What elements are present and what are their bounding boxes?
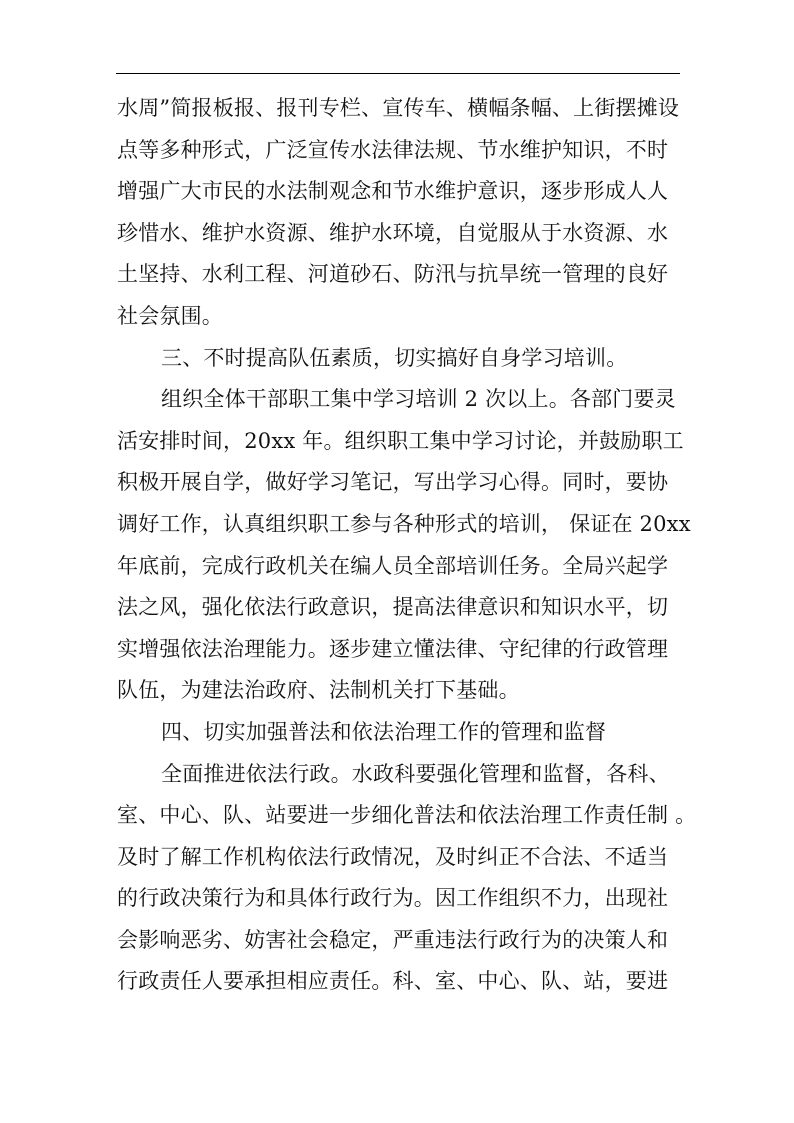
header-rule xyxy=(116,73,680,74)
section-heading: 四、切实加强普法和依法治理工作的管理和监督 xyxy=(161,719,607,744)
text-line: 增强广大市民的水法制观念和节水维护意识，逐步形成人人 xyxy=(117,179,669,204)
text-line: 活安排时间，20xx 年。组织职工集中学习讨论，并鼓励职工 xyxy=(117,428,684,453)
text-line: 室、中心、队、站要进一步细化普法和依法治理工作责任制 。 xyxy=(117,803,697,828)
text-line: 会影响恶劣、妨害社会稳定，严重违法行政行为的决策人和 xyxy=(117,927,669,952)
text-line: 土坚持、水利工程、河道砂石、防汛与抗旱统一管理的良好 xyxy=(117,262,669,287)
text-line: 年底前，完成行政机关在编人员全部培训任务。全局兴起学 xyxy=(117,553,669,578)
section-heading: 三、不时提高队伍素质，切实搞好自身学习培训。 xyxy=(161,345,628,370)
text-line: 及时了解工作机构依法行政情况，及时纠正不合法、不适当 xyxy=(117,844,669,869)
text-line: 队伍，为建法治政府、法制机关打下基础。 xyxy=(117,678,520,703)
text-line: 组织全体干部职工集中学习培训 2 次以上。各部门要灵 xyxy=(161,387,676,412)
body-text xyxy=(117,88,697,1003)
text-line: 实增强依法治理能力。逐步建立懂法律、守纪律的行政管理 xyxy=(117,636,669,661)
text-line: 社会氛围。 xyxy=(117,303,223,328)
text-line: 全面推进依法行政。水政科要强化管理和监督，各科、 xyxy=(161,761,670,786)
text-line: 积极开展自学，做好学习笔记，写出学习心得。同时，要协 xyxy=(117,470,669,495)
text-line: 行政责任人要承担相应责任。科、室、中心、队、站，要进 xyxy=(117,969,669,994)
text-line: 法之风，强化依法行政意识，提高法律意识和知识水平，切 xyxy=(117,595,669,620)
text-line: 点等多种形式，广泛宣传水法律法规、节水维护知识，不时 xyxy=(117,137,669,162)
text-line: 水周”简报板报、报刊专栏、宣传车、横幅条幅、上街摆摊设 xyxy=(117,96,680,120)
text-line: 的行政决策行为和具体行政行为。因工作组织不力，出现社 xyxy=(117,886,669,911)
text-line: 珍惜水、维护水资源、维护水环境，自觉服从于水资源、水 xyxy=(117,220,669,245)
text-line: 调好工作，认真组织职工参与各种形式的培训， 保证在 20xx xyxy=(117,511,691,536)
